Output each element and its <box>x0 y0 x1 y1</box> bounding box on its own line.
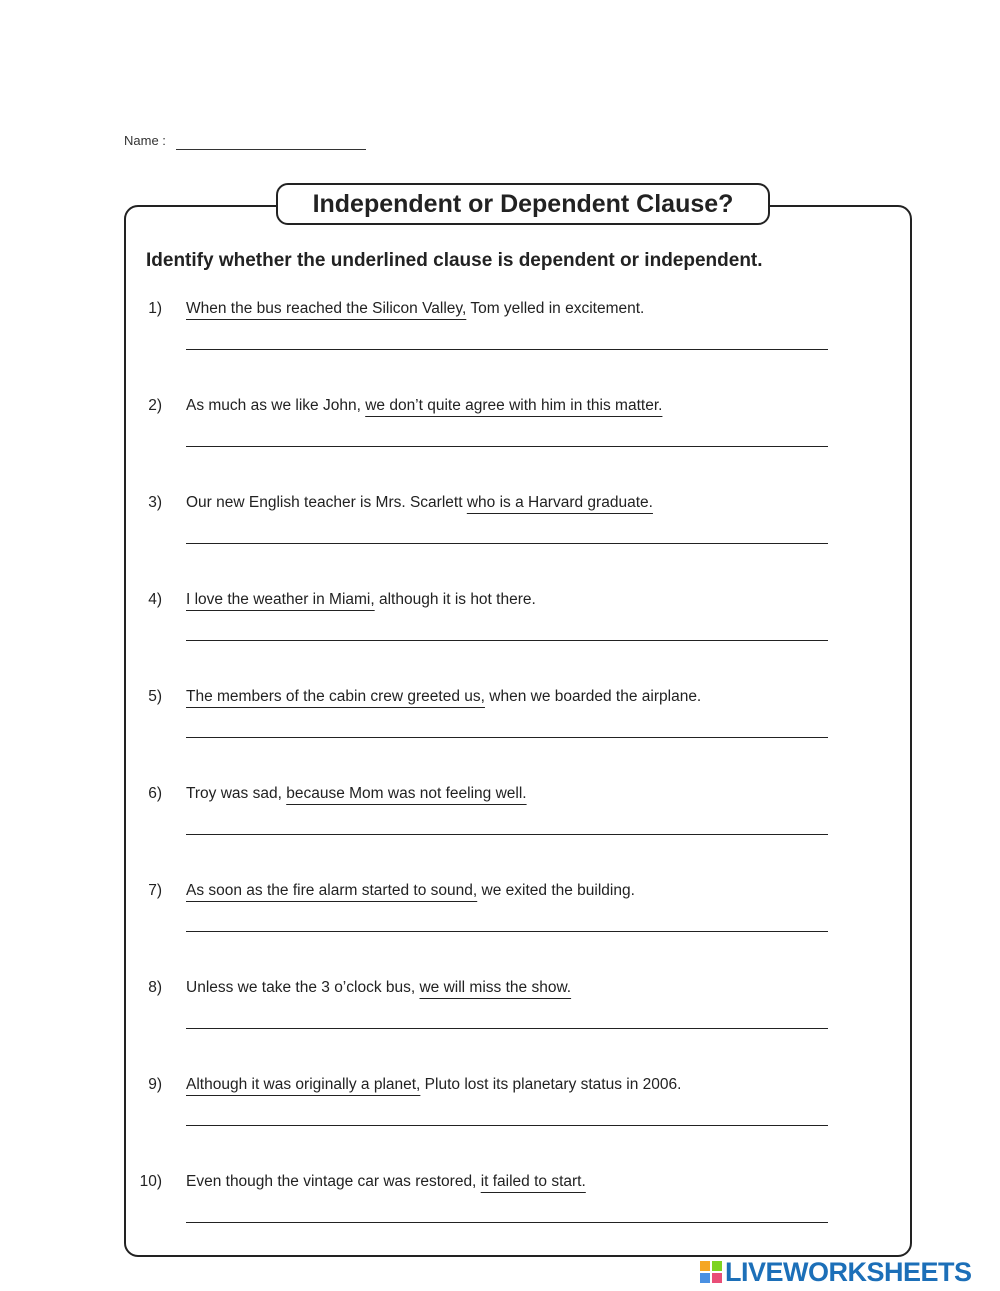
question-text <box>186 785 527 803</box>
question-number: 1) <box>148 300 162 317</box>
clause-text: we exited the building. <box>477 882 635 899</box>
question-item <box>0 494 1000 591</box>
name-label: Name : <box>124 133 166 148</box>
clause-text: when we boarded the airplane. <box>484 688 702 705</box>
liveworksheets-icon <box>700 1261 722 1283</box>
answer-input[interactable] <box>186 619 828 641</box>
underlined-clause: The members of the cabin crew greeted us, <box>186 688 485 705</box>
name-line <box>176 149 366 150</box>
question-item <box>0 785 1000 882</box>
question-number: 2) <box>148 397 162 414</box>
question-number: 3) <box>148 494 162 511</box>
instructions: Identify whether the underlined clause is dependent or independent. <box>146 250 763 271</box>
underlined-clause: Although it was originally a planet, <box>186 1076 421 1093</box>
underlined-clause: we don’t quite agree with him in this matter. <box>365 397 663 414</box>
answer-input[interactable] <box>186 522 828 544</box>
underlined-clause: because Mom was not feeling well. <box>286 785 527 802</box>
worksheet-title: Independent or Dependent Clause? <box>276 183 770 225</box>
clause-text: Troy was sad, <box>186 785 287 802</box>
question-number: 7) <box>148 882 162 899</box>
clause-text: Our new English teacher is Mrs. Scarlett <box>186 494 467 511</box>
answer-input[interactable] <box>186 716 828 738</box>
question-text <box>186 494 653 512</box>
question-text <box>186 1076 681 1094</box>
answer-input[interactable] <box>186 1007 828 1029</box>
answer-input[interactable] <box>186 1201 828 1223</box>
question-text <box>186 591 536 609</box>
question-item <box>0 979 1000 1076</box>
question-text <box>186 688 701 706</box>
logo-square-icon <box>712 1273 722 1283</box>
question-text <box>186 979 571 997</box>
liveworksheets-logo <box>700 1257 972 1287</box>
clause-text: Even though the vintage car was restored, <box>186 1173 481 1190</box>
question-item <box>0 591 1000 688</box>
question-item <box>0 688 1000 785</box>
clause-text: Unless we take the 3 o’clock bus, <box>186 979 420 996</box>
clause-text: Tom yelled in excitement. <box>466 300 645 317</box>
question-text <box>186 1173 586 1191</box>
question-number: 6) <box>148 785 162 802</box>
question-text <box>186 397 662 415</box>
logo-square-icon <box>700 1273 710 1283</box>
logo-square-icon <box>712 1261 722 1271</box>
question-number: 9) <box>148 1076 162 1093</box>
answer-input[interactable] <box>186 1104 828 1126</box>
clause-text: although it is hot there. <box>374 591 536 608</box>
question-number: 5) <box>148 688 162 705</box>
underlined-clause: As soon as the fire alarm started to sound, <box>186 882 478 899</box>
clause-text: As much as we like John, <box>186 397 366 414</box>
logo-text: LIVEWORKSHEETS <box>725 1256 972 1287</box>
answer-input[interactable] <box>186 910 828 932</box>
question-text <box>186 300 644 318</box>
answer-input[interactable] <box>186 813 828 835</box>
question-text <box>186 882 635 900</box>
underlined-clause: it failed to start. <box>480 1173 586 1190</box>
underlined-clause: I love the weather in Miami, <box>186 591 375 608</box>
question-number: 4) <box>148 591 162 608</box>
underlined-clause: we will miss the show. <box>419 979 572 996</box>
answer-input[interactable] <box>186 425 828 447</box>
logo-square-icon <box>700 1261 710 1271</box>
question-item <box>0 882 1000 979</box>
underlined-clause: When the bus reached the Silicon Valley, <box>186 300 467 317</box>
question-number: 10) <box>139 1173 162 1190</box>
answer-input[interactable] <box>186 328 828 350</box>
question-number: 8) <box>148 979 162 996</box>
clause-text: Pluto lost its planetary status in 2006. <box>420 1076 682 1093</box>
question-item <box>0 1076 1000 1173</box>
underlined-clause: who is a Harvard graduate. <box>466 494 653 511</box>
question-item <box>0 1173 1000 1270</box>
question-item <box>0 300 1000 397</box>
question-item <box>0 397 1000 494</box>
